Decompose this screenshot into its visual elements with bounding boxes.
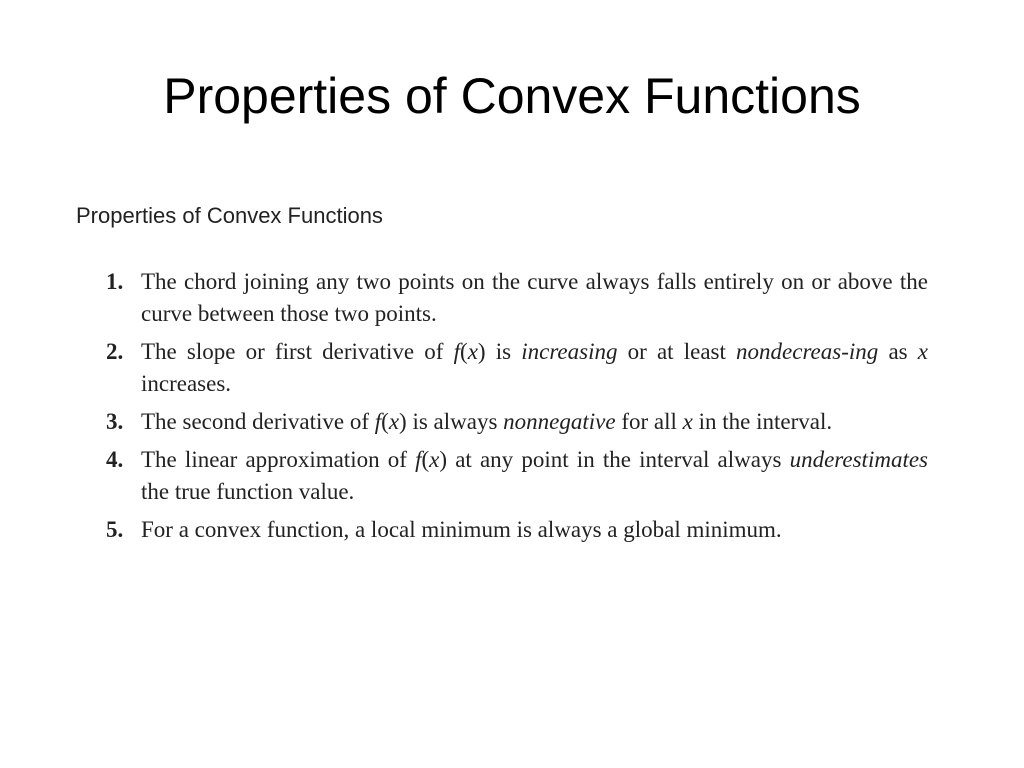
property-text-segment: The second derivative of [141,409,375,434]
property-text-italic: x [682,409,693,434]
property-text [141,517,782,542]
property-text-segment: ) at any point in the interval always [439,447,790,472]
property-text-italic: nonnegative [503,409,616,434]
property-number: 2. [106,339,124,364]
property-text-italic: nondecreas-ing [736,339,879,364]
property-number: 3. [106,409,124,434]
property-text-segment: in the interval. [692,409,833,434]
property-text-italic: f [374,409,382,434]
property-text [141,339,928,396]
property-text-italic: f [453,339,461,364]
property-text-segment: The slope or first derivative of [141,339,454,364]
slide-title: Properties of Convex Functions [163,68,861,124]
property-item [106,336,928,400]
property-text-segment: for all [615,409,683,434]
properties-list [106,266,928,552]
property-text-segment: the true function value. [141,479,355,504]
property-item [106,266,928,330]
property-text-segment: ( [460,339,468,364]
property-item [106,514,928,546]
property-text-italic: increasing [521,339,618,364]
property-text-italic: x [388,409,400,434]
property-text-segment: increases. [141,371,232,396]
property-text-segment: ) is always [399,409,504,434]
property-text-italic: underestimates [789,447,928,472]
property-text-segment: ( [421,447,430,472]
property-text-italic: x [917,339,928,364]
properties-figure [60,190,950,590]
property-text-italic: x [429,447,440,472]
property-text-segment: as [878,339,918,364]
property-text [141,409,832,434]
property-text-segment: The chord joining any two points on the curve always falls entirely on or above the curve between those two points. [141,269,928,326]
property-text-segment: ) is [477,339,522,364]
property-text-segment: or at least [617,339,737,364]
property-text [141,269,928,326]
property-number: 1. [106,269,124,294]
property-text-italic: x [467,339,478,364]
property-item [106,444,928,508]
property-text-segment: ( [381,409,389,434]
property-number: 5. [106,517,124,542]
property-text-italic: f [415,447,422,472]
property-text [141,447,928,504]
property-number: 4. [106,447,124,472]
property-text-segment: The linear approximation of [141,447,416,472]
figure-heading: Properties of Convex Functions [76,203,383,228]
property-text-segment: For a convex function, a local minimum is always a global minimum. [141,517,782,542]
property-item [106,406,928,438]
